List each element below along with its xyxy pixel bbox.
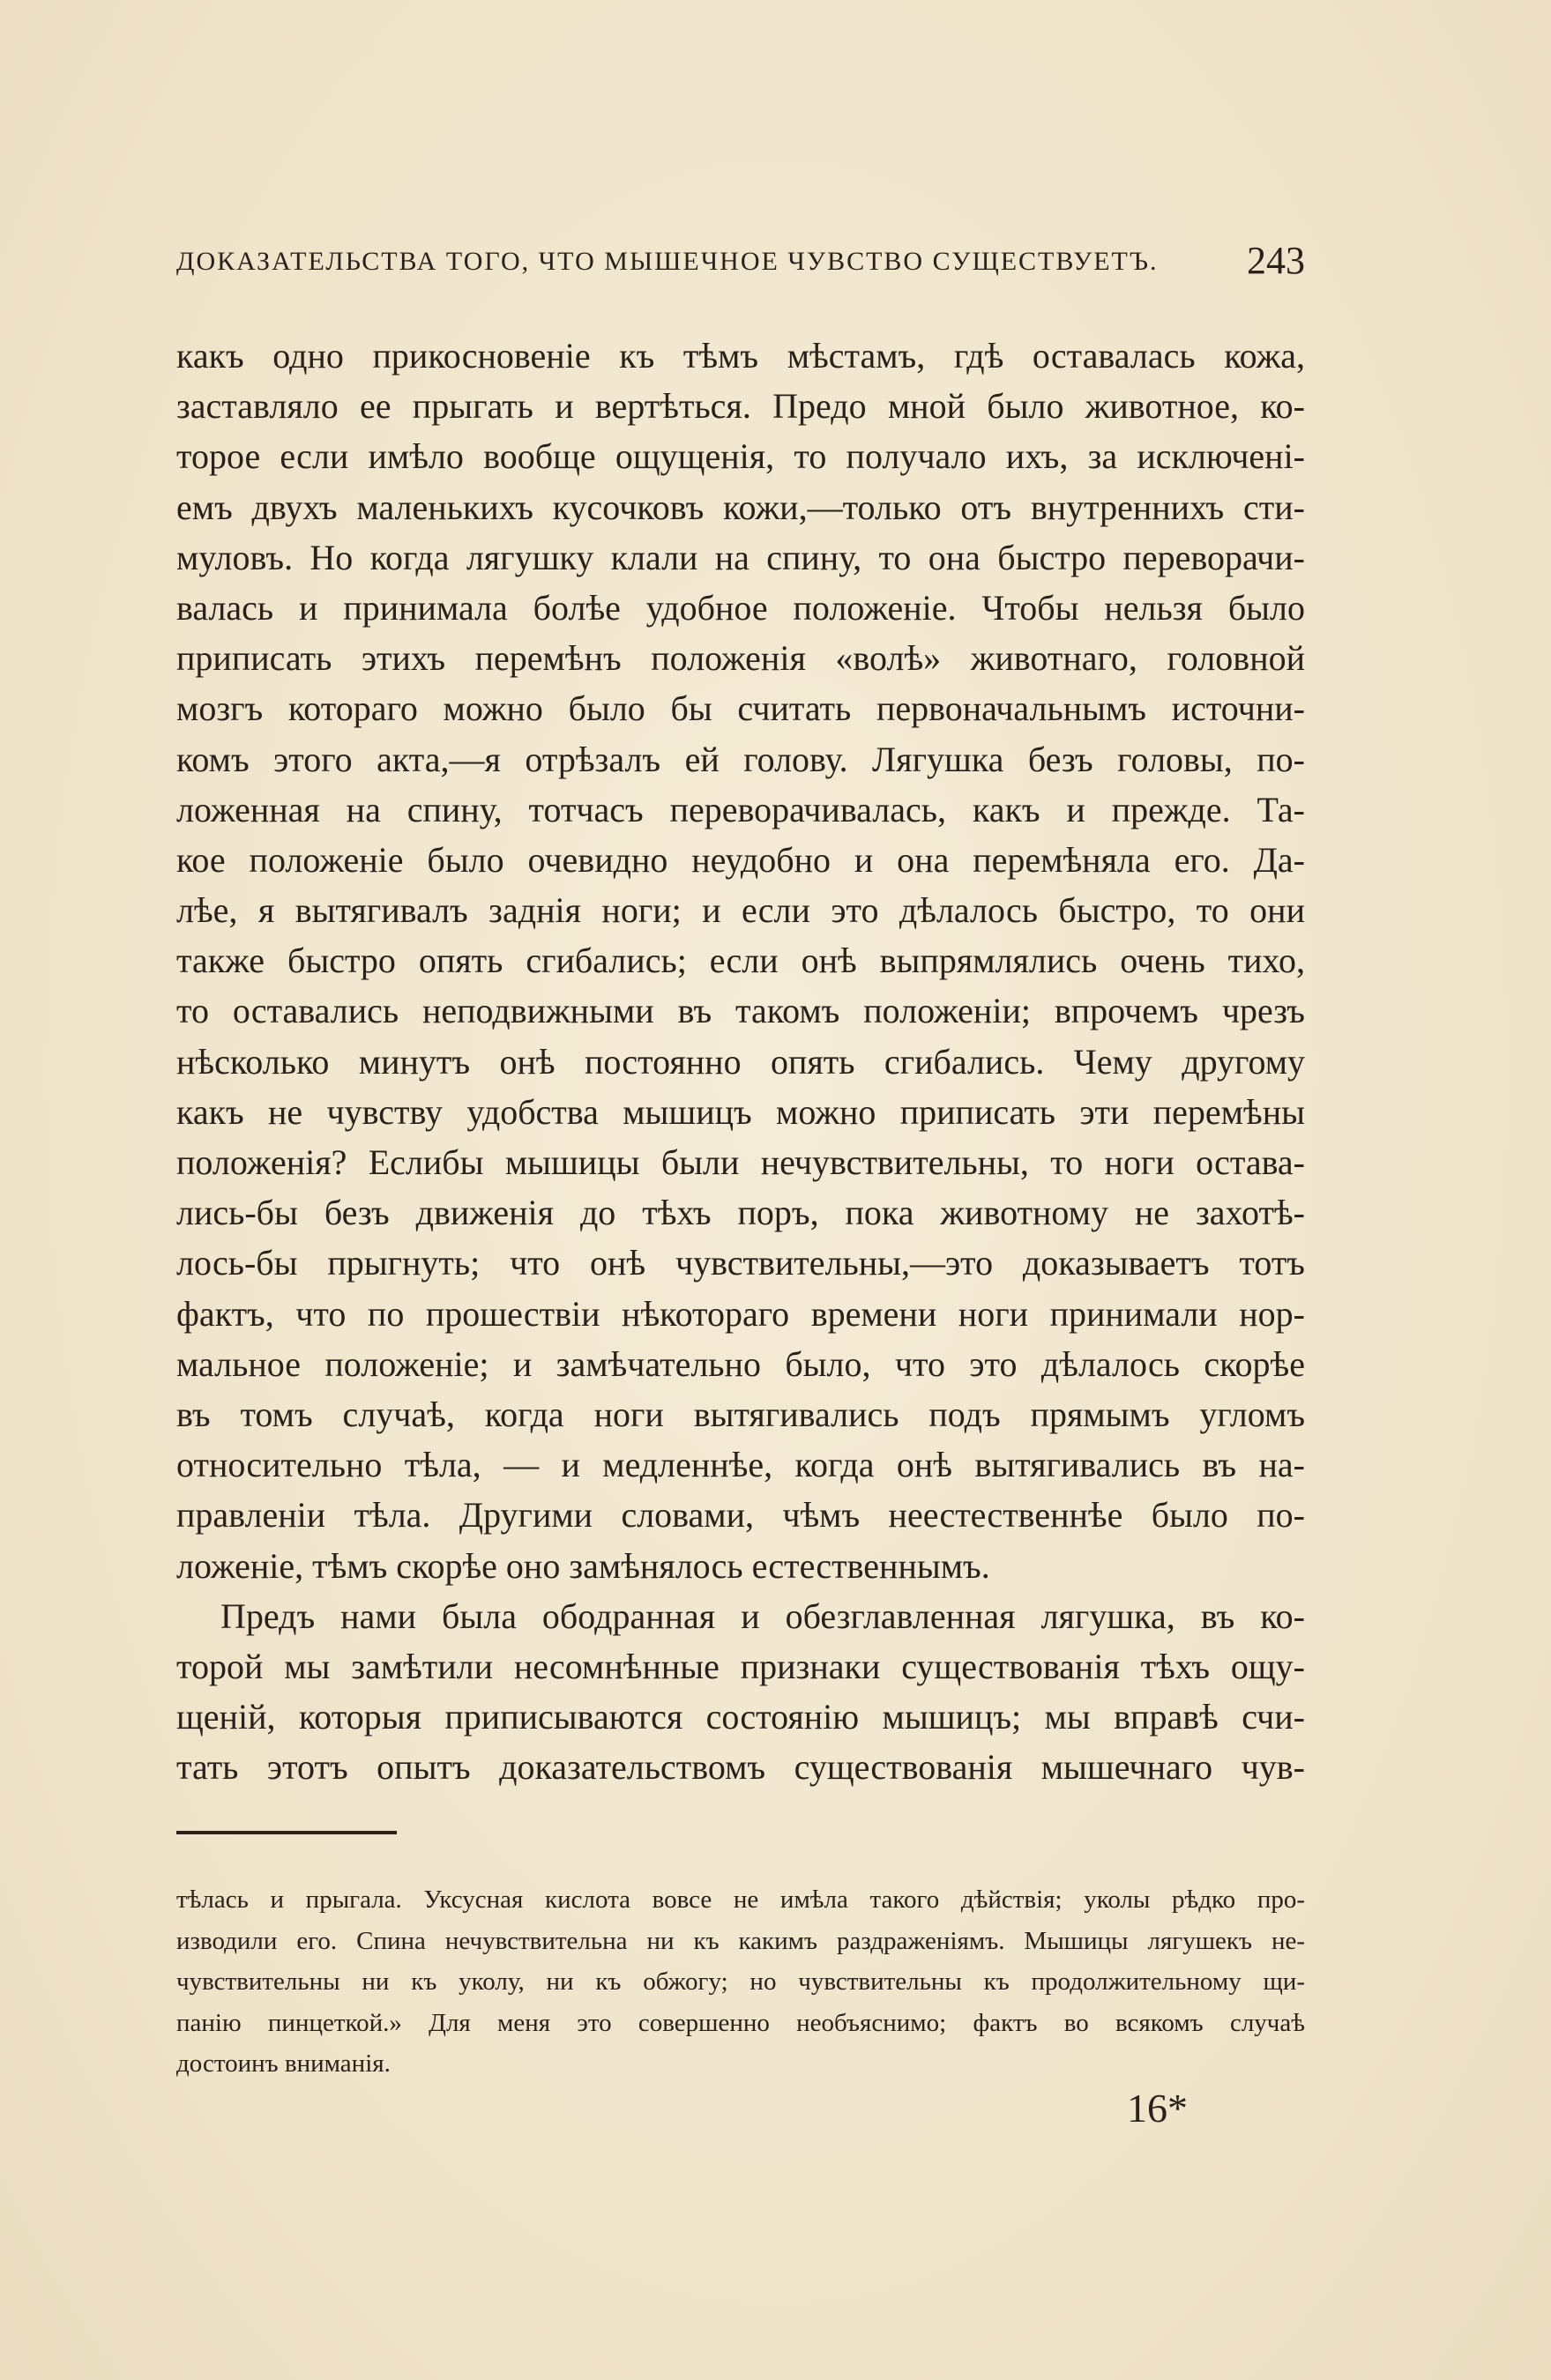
footnote-divider: [176, 1831, 397, 1834]
text-line: нѣсколько минутъ онѣ постоянно опять сгибались. Чему другому: [176, 1041, 1305, 1082]
text-line: приписать этихъ перемѣнъ положенія «волѣ» животнаго, головной: [176, 638, 1305, 679]
main-text: [176, 331, 1305, 1792]
footnote-line: чувствительны ни къ уколу, ни къ обжогу; но чувствительны къ продолжительному щи-: [176, 1967, 1305, 1996]
text-line: положенія? Еслибы мышицы были нечувствительны, то ноги остава-: [176, 1142, 1305, 1182]
text-line: лось-бы прыгнуть; что онѣ чувствительны,—это доказываетъ тотъ: [176, 1243, 1305, 1283]
text-line: какъ не чувству удобства мышицъ можно приписать эти перемѣны: [176, 1091, 1305, 1132]
footnote-line: панію пинцеткой.» Для меня это совершенно необъяснимо; фактъ во всякомъ случаѣ: [176, 2008, 1305, 2037]
footnote: [176, 1879, 1305, 2085]
text-line: валась и принимала болѣе удобное положеніе. Чтобы нельзя было: [176, 587, 1305, 628]
page-number: 243: [1247, 239, 1305, 282]
text-line: лѣе, я вытягивалъ заднія ноги; и если это дѣлалось быстро, то они: [176, 890, 1305, 931]
footnote-line: изводили его. Спина нечувствительна ни къ какимъ раздраженіямъ. Мышицы лягушекъ не-: [176, 1926, 1305, 1955]
text-line: муловъ. Но когда лягушку клали на спину, то она быстро переворачи-: [176, 537, 1305, 577]
text-line: Предъ нами была ободранная и обезглавленная лягушка, въ ко-: [220, 1595, 1305, 1636]
text-line: какъ одно прикосновеніе къ тѣмъ мѣстамъ, гдѣ оставалась кожа,: [176, 336, 1305, 376]
text-line: торое если имѣло вообще ощущенія, то получало ихъ, за исключені-: [176, 436, 1305, 477]
text-line: ложенная на спину, тотчасъ переворачивалась, какъ и прежде. Та-: [176, 789, 1305, 829]
footnote-line: достоинъ вниманія.: [176, 2049, 391, 2078]
text-line: ложеніе, тѣмъ скорѣе оно замѣнялось естественнымъ.: [176, 1545, 990, 1586]
page-header: [176, 238, 1305, 291]
text-line: тать этотъ опытъ доказательствомъ существованія мышечнаго чув-: [176, 1747, 1305, 1788]
text-line: емъ двухъ маленькихъ кусочковъ кожи,—только отъ внутреннихъ сти-: [176, 487, 1305, 527]
text-line: мальное положеніе; и замѣчательно было, что это дѣлалось скорѣе: [176, 1343, 1305, 1384]
text-line: щеній, которыя приписываются состоянію мышицъ; мы вправѣ счи-: [176, 1697, 1305, 1737]
running-head: ДОКАЗАТЕЛЬСТВА ТОГО, ЧТО МЫШЕЧНОЕ ЧУВСТВО СУЩЕСТВУЕТЪ.: [176, 247, 1159, 276]
footnote-line: тѣлась и прыгала. Уксусная кислота вовсе не имѣла такого дѣйствія; уколы рѣдко про-: [176, 1885, 1305, 1914]
signature-mark: 16*: [1127, 2086, 1188, 2131]
text-line: въ томъ случаѣ, когда ноги вытягивались подъ прямымъ угломъ: [176, 1394, 1305, 1434]
text-line: фактъ, что по прошествіи нѣкотораго времени ноги принимали нор-: [176, 1293, 1305, 1334]
text-line: комъ этого акта,—я отрѣзалъ ей голову. Лягушка безъ головы, по-: [176, 739, 1305, 779]
text-line: правленіи тѣла. Другими словами, чѣмъ неестественнѣе было по-: [176, 1495, 1305, 1536]
text-line: мозгъ котораго можно было бы считать первоначальнымъ источни-: [176, 688, 1305, 729]
text-line: также быстро опять сгибались; если онѣ выпрямлялись очень тихо,: [176, 941, 1305, 981]
text-line: кое положеніе было очевидно неудобно и она перемѣняла его. Да-: [176, 839, 1305, 880]
text-line: лись-бы безъ движенія до тѣхъ поръ, пока животному не захотѣ-: [176, 1193, 1305, 1233]
text-line: заставляло ее прыгать и вертѣться. Предо мной было животное, ко-: [176, 386, 1305, 427]
text-line: относительно тѣла, — и медленнѣе, когда онѣ вытягивались въ на-: [176, 1445, 1305, 1485]
text-line: то оставались неподвижными въ такомъ положеніи; впрочемъ чрезъ: [176, 991, 1305, 1031]
text-line: торой мы замѣтили несомнѣнные признаки существованія тѣхъ ощу-: [176, 1646, 1305, 1686]
